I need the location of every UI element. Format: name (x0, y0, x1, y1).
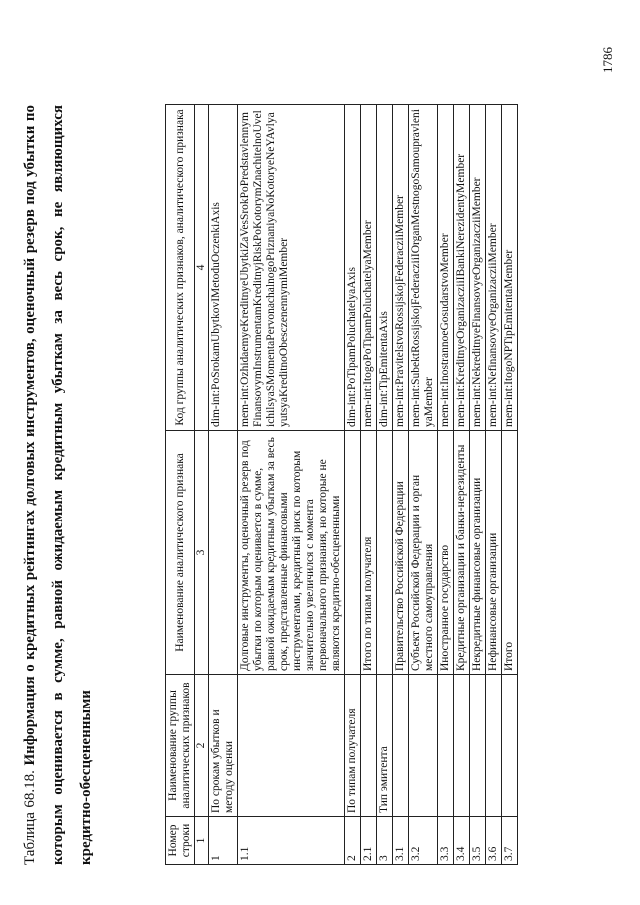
header-cell: Номер строки (166, 817, 195, 865)
cell-name: Итого по типам получателя (361, 431, 377, 675)
table-row (409, 105, 438, 865)
cell-name: Некредитные финансовые организации (470, 431, 486, 675)
cell-num: 1 (209, 817, 238, 865)
header-row (166, 105, 195, 865)
cell-group (438, 675, 454, 817)
cell-code: mem-int:KreditnyeOrganizacziiIBankiNerezidentyMember (454, 105, 470, 431)
cell-num: 2.1 (361, 817, 377, 865)
cell-name: Субъект Российской Федерации и орган местного самоуправления (409, 431, 438, 675)
data-table (165, 104, 518, 865)
cell-name (345, 431, 361, 675)
cell-num: 3.1 (393, 817, 409, 865)
header-cell: Код группы аналитических признаков, аналитического признака (166, 105, 195, 431)
header-cell: Наименование группы аналитических признаков (166, 675, 195, 817)
cell-group: По срокам убытков и методу оценки (209, 675, 238, 817)
cell-code: mem-int:ItogoPoTipamPoluchatelyaMember (361, 105, 377, 431)
cell-num: 1.1 (238, 817, 345, 865)
cell-group (470, 675, 486, 817)
column-number: 3 (195, 431, 209, 675)
cell-name: Нефинансовые организации (486, 431, 502, 675)
cell-code: dim-int:PoTipamPoluchatelyaAxis (345, 105, 361, 431)
cell-code: mem-int:NekreditnyeFinansovyeOrganizacziiMember (470, 105, 486, 431)
cell-group (409, 675, 438, 817)
cell-code: mem-int:OzhidaemyeKreditnyeUbytkiZaVesSrokPoPredstavlennymFinansovymInstrumentamKreditnyjRiskPoKotorymZnachitelnoUvelichilsyaSMomentaPervonachalnogoPriznaniyaNoKotoryeNeYAvlyayutsyaKreditnoObesczenennymiMember (238, 105, 345, 431)
table-row (238, 105, 345, 865)
table-row (361, 105, 377, 865)
cell-num: 3 (377, 817, 393, 865)
cell-group (454, 675, 470, 817)
cell-num: 3.6 (486, 817, 502, 865)
column-number-row (195, 105, 209, 865)
cell-num: 3.4 (454, 817, 470, 865)
cell-code: mem-int:SubektRossijskojFederacziiIOrganMestnogoSamoupravleniyaMember (409, 105, 438, 431)
cell-group (502, 675, 518, 817)
cell-group (486, 675, 502, 817)
cell-name: Иностранное государство (438, 431, 454, 675)
cell-name: Правительство Российской Федерации (393, 431, 409, 675)
caption-title: Информация о кредитных рейтингах долговых инструментов, оценочный резерв под убытки по которым оценивается в сумме, равной ожидаемым кредитным убыткам за весь срок, не являющихся кредитно-обесцененными (22, 104, 94, 865)
table-row (393, 105, 409, 865)
cell-num: 2 (345, 817, 361, 865)
cell-code: dim-int:TipEmitentaAxis (377, 105, 393, 431)
cell-num: 3.3 (438, 817, 454, 865)
table-row (345, 105, 361, 865)
cell-name (377, 431, 393, 675)
page-number: 1786 (600, 47, 615, 73)
table-row (502, 105, 518, 865)
cell-name: Итого (502, 431, 518, 675)
cell-num: 3.7 (502, 817, 518, 865)
table-row (486, 105, 502, 865)
header-cell: Наименование аналитического признака (166, 431, 195, 675)
cell-name: Кредитные организации и банки-нерезиденты (454, 431, 470, 675)
table-row (377, 105, 393, 865)
cell-code: mem-int:NefinansovyeOrganizacziiMember (486, 105, 502, 431)
column-number: 2 (195, 675, 209, 817)
cell-num: 3.2 (409, 817, 438, 865)
column-number: 4 (195, 105, 209, 431)
table-row (438, 105, 454, 865)
table-row (470, 105, 486, 865)
cell-group (393, 675, 409, 817)
cell-name (209, 431, 238, 675)
cell-name: Долговые инструменты, оценочный резерв под убытки по которым оценивается в сумме, равной ожидаемым кредитным убыткам за весь срок, представленные финансовыми инструментами, кредитный риск по которым значительно увеличился с момента первоначального признания, но которые не являются кредитно-обесцененными (238, 431, 345, 675)
table-body (209, 105, 518, 865)
table-row (209, 105, 238, 865)
column-number: 1 (195, 817, 209, 865)
caption-prefix: Таблица 68.18. (22, 765, 38, 865)
cell-group: Тип эмитента (377, 675, 393, 817)
cell-group (238, 675, 345, 817)
cell-group: По типам получателя (345, 675, 361, 817)
table-caption (16, 105, 100, 865)
table-row (454, 105, 470, 865)
cell-code: mem-int:ItogoNPTipEmitentaMember (502, 105, 518, 431)
cell-num: 3.5 (470, 817, 486, 865)
cell-code: mem-int:InostrannoeGosudarstvoMember (438, 105, 454, 431)
cell-code: mem-int:PravitelstvoRossijskojFederacziiMember (393, 105, 409, 431)
cell-group (361, 675, 377, 817)
cell-code: dim-int:PoSrokamUbytkovIMetoduOczenkiAxis (209, 105, 238, 431)
